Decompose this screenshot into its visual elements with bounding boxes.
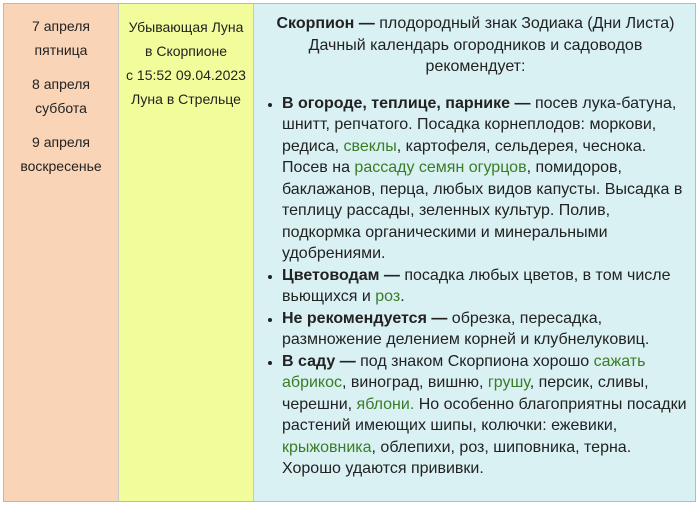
item-text: , облепихи, роз, шиповника, терна. Хорошо удаются прививки.: [282, 438, 632, 477]
link-roses[interactable]: роз: [375, 288, 401, 305]
list-item: [282, 308, 687, 351]
date-item: [4, 72, 118, 120]
item-text: посадка любых цветов, в том числе вьющихся и: [282, 266, 671, 305]
list-item: [282, 351, 687, 480]
recommendation-list: [264, 93, 687, 480]
item-title: В саду —: [282, 352, 356, 370]
recommendations-column: [254, 4, 695, 501]
item-text: , помидоров, баклажанов, перца, любых видов капусты. Высадка в теплицу рассады, зеленных культур. Полив, подкормка органическими и минеральными удобрениями.: [282, 159, 683, 262]
item-title: Цветоводам —: [282, 266, 400, 284]
item-text: , персик, сливы, черешни,: [282, 374, 649, 413]
item-text: под знаком Скорпиона хорошо: [355, 352, 594, 370]
item-text: обрезка, пересадка, размножение делением корней и клубнелуковиц.: [282, 309, 650, 348]
moon-next-sign: Луна в Стрельце: [131, 91, 241, 107]
sign-name: Скорпион —: [276, 15, 375, 32]
list-item: [282, 265, 687, 308]
date-day: 8 апреля: [32, 76, 90, 92]
date-item: [4, 130, 118, 178]
item-title-separator: ,: [362, 94, 372, 112]
moon-phase: Убывающая Луна: [128, 19, 244, 35]
item-text: посев лука-батуна, шнитт, репчатого. Посадка корнеплодов: моркови, редиса,: [282, 94, 677, 155]
item-text: .: [400, 288, 405, 305]
link-plant-apricot[interactable]: сажать абрикос: [282, 352, 646, 391]
dates-column: [4, 4, 119, 501]
date-weekday: пятница: [34, 42, 88, 58]
moon-sign: в Скорпионе: [145, 43, 227, 59]
date-item: [4, 14, 118, 62]
link-gooseberry[interactable]: крыжовника: [282, 438, 372, 456]
intro-text: Дачный календарь огородников и садоводов рекомендует:: [308, 36, 643, 75]
item-title: В огороде: [282, 94, 363, 112]
intro: [264, 13, 687, 78]
moon-change-time: с 15:52 09.04.2023: [126, 67, 246, 83]
date-weekday: воскресенье: [20, 158, 102, 174]
date-day: 9 апреля: [32, 134, 90, 150]
link-pear[interactable]: грушу: [487, 374, 530, 391]
link-cucumber-seedlings[interactable]: рассаду семян огурцов: [354, 159, 527, 176]
list-item: [282, 93, 687, 265]
calendar-table: [3, 3, 696, 502]
link-beet[interactable]: свеклы: [343, 137, 397, 155]
item-text: Но особенно благоприятны посадки растений имеющих шипы, колючки: ежевики,: [282, 395, 687, 434]
sign-description: плодородный знак Зодиака (Дни Листа): [374, 15, 675, 32]
item-text: , картофеля, сельдерея, чеснока. Посев на: [282, 137, 647, 176]
date-weekday: суббота: [35, 100, 87, 116]
item-title: теплице, парнике —: [371, 94, 531, 112]
item-text: , виноград, вишню,: [341, 374, 488, 391]
moon-column: [119, 4, 254, 501]
item-title: Не рекомендуется —: [282, 309, 448, 327]
link-apple-trees[interactable]: яблони.: [356, 395, 415, 413]
date-day: 7 апреля: [32, 18, 90, 34]
